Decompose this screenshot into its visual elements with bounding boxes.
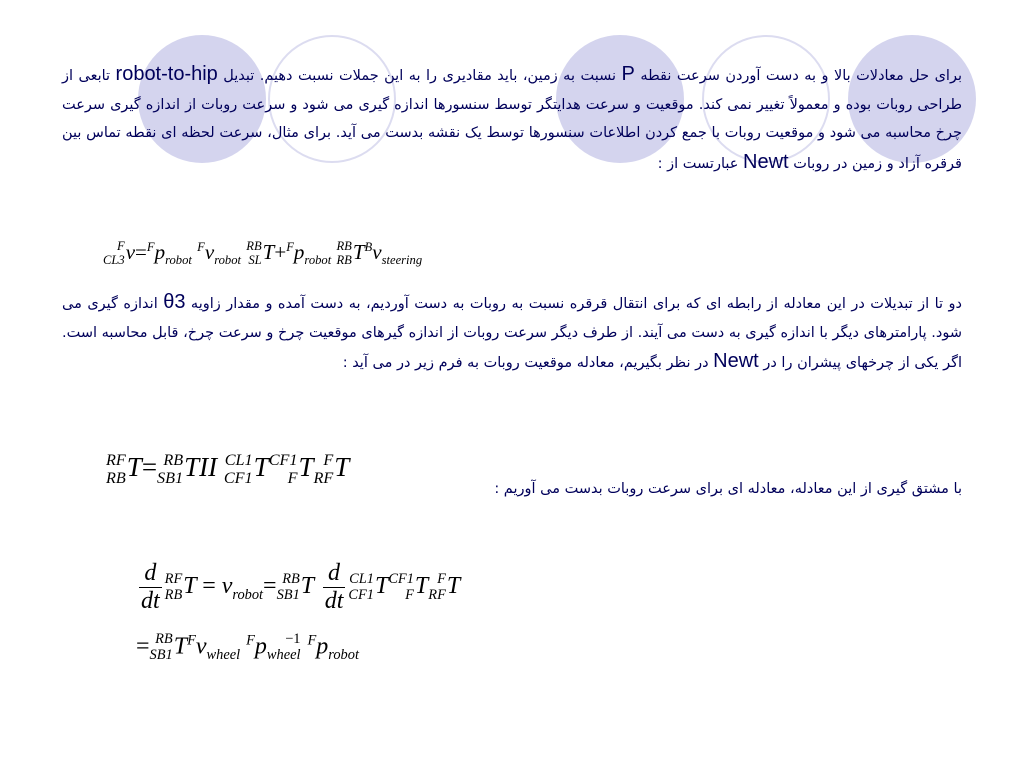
derivative-fraction-1: $\frac{d}{dt}$ xyxy=(141,560,160,614)
paragraph-2-text-a: دو تا از تبدیلات در این معادله از رابطه ای که برای انتقال قرقره نسبت به روبات به دست آوردیم، به دست آمده و مقدار زاویه xyxy=(185,296,962,312)
equation-3: $\frac{d}{dt}$ RF RB $T = v_{robot}=$ RB SB1 T $\frac{d}{dt}$ CL1 CF1 T CF1 F T F RF T xyxy=(141,560,461,614)
newt-term-2: Newt xyxy=(713,350,759,372)
paragraph-1-text-a: برای حل معادلات بالا و به دست آوردن سرعت نقطه xyxy=(634,68,963,84)
paragraph-2 xyxy=(62,288,962,378)
paragraph-1-text-d: عبارتست از : xyxy=(657,155,744,172)
paragraph-3-text: با مشتق گیری از این معادله، معادله ای برای سرعت روبات بدست می آوریم : xyxy=(494,481,962,497)
paragraph-1 xyxy=(62,60,962,178)
newt-term-1: Newt xyxy=(743,150,789,173)
equation-4: = RB SB1 $T^Fv_{wheel}$ $^F$p −1 wheel $^Fp_{robot}$ xyxy=(136,631,359,664)
paragraph-2-text-c: در نظر بگیریم، معادله موقعیت روبات به فرم زیر در می آید : xyxy=(342,355,714,371)
point-p-label: P xyxy=(621,63,635,85)
paragraph-2-text-b: اندازه گیری می شود. پارامترهای دیگر با اندازه گیری به دست می آیند. از طرف دیگر سرعت روبات از اندازه گیرهای موقعیت چرخ و سرعت چرخ، قابل محاسبه است. اگر یکی از چرخهای پیشران را در xyxy=(62,296,962,371)
paragraph-1-text-c: تابعی از طراحی روبات بوده و معمولاً تغییر نمی کند. موقعیت و سرعت هدایتگر توسط سنسورها اندازه گیری می شود و سرعت روبات از اندازه گیری سرعت چرخ محاسبه می شود و موقعیت روبات با جمع کردن اطلاعات سنسورها توسط یک نقشه بدست می آید. برای مثال، سرعت لحظه ای نقطه تماس بین قرقره آزاد و زمین در روبات xyxy=(62,68,962,172)
theta3-term: θ3 xyxy=(163,291,186,313)
robot-to-hip-term: robot-to-hip xyxy=(115,63,218,85)
equation-1: F CL3 $v=^Fp_{robot}$ $^Fv_{robot}$ RB SL $T+^Fp_{robot}$ RB RB $T^Bv_{steering}$ xyxy=(103,239,423,268)
paragraph-3 xyxy=(402,475,962,504)
equation-2: RF RB T= RB SB1 TII CL1 CF1 T CF1 F T F RF T xyxy=(106,451,350,487)
paragraph-1-text-b: نسبت به زمین، باید مقادیری را به این جملات نسبت دهیم. تبدیل xyxy=(217,68,622,84)
derivative-fraction-2: $\frac{d}{dt}$ xyxy=(324,560,344,614)
